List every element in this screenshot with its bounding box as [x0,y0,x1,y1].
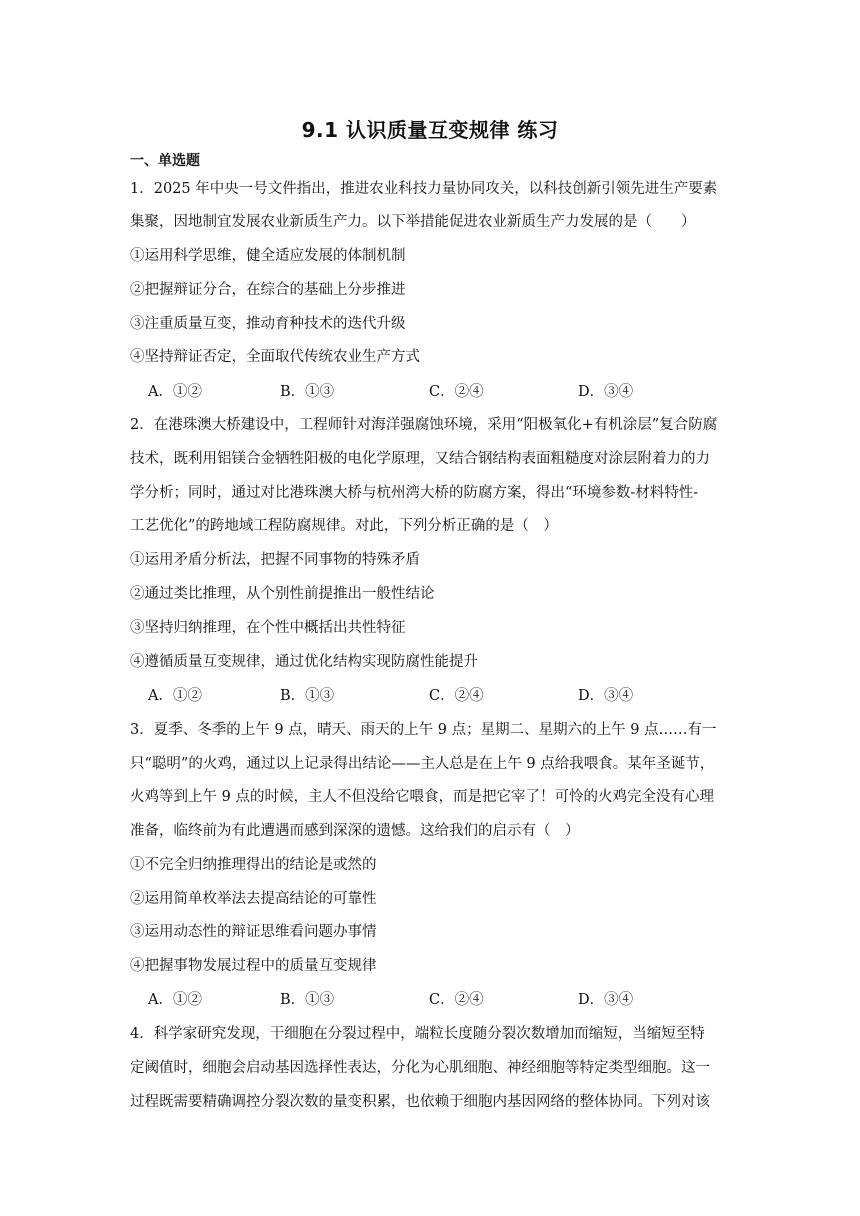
question-4-line-1: 4．科学家研究发现，干细胞在分裂过程中，端粒长度随分裂次数增加而缩短，当缩短至特 [130,1026,705,1042]
question-4-line-3: 过程既需要精确调控分裂次数的量变积累，也依赖于细胞内基因网络的整体协同。下列对该 [130,1094,710,1110]
question-2-option-d: D．③④ [578,688,634,704]
question-2-option-b: B．①③ [280,688,335,704]
question-3-line-2: 只“聪明”的火鸡，通过以上记录得出结论——主人总是在上午 9 点给我喂食。某年圣诞节， [130,756,715,772]
question-2-item-1: ①运用矛盾分析法，把握不同事物的特殊矛盾 [130,552,420,568]
question-3-line-1: 3．夏季、冬季的上午 9 点，晴天、雨天的上午 9 点；星期二、星期六的上午 9 点……有一 [130,722,717,738]
question-3-item-3: ③运用动态性的辩证思维看问题办事情 [130,924,377,940]
question-1-item-4: ④坚持辩证否定，全面取代传统农业生产方式 [130,349,420,365]
question-3-line-4: 准备，临终前为有此遭遇而感到深深的遗憾。这给我们的启示有（ ） [130,823,580,839]
question-1-line-1: 1．2025 年中央一号文件指出，推进农业科技力量协同攻关，以科技创新引领先进生产要素 [130,181,718,197]
question-3-option-d: D．③④ [578,992,634,1008]
question-1-item-3: ③注重质量互变，推动育种技术的迭代升级 [130,316,406,332]
section-heading: 一、单选题 [130,153,200,169]
question-2-line-2: 技术，既利用铝镁合金牺牲阳极的电化学原理，又结合钢结构表面粗糙度对涂层附着力的力 [130,451,710,467]
question-2-option-c: C．②④ [429,688,484,704]
question-2-line-4: 工艺优化”的跨地域工程防腐规律。对此，下列分析正确的是（ ） [130,518,558,534]
question-1-item-1: ①运用科学思维，健全适应发展的体制机制 [130,248,406,264]
question-2-line-3: 学分析；同时，通过对比港珠澳大桥与杭州湾大桥的防腐方案，得出“环境参数-材料特性- [130,485,699,501]
question-3-item-2: ②运用简单枚举法去提高结论的可靠性 [130,891,377,907]
question-3-item-1: ①不完全归纳推理得出的结论是或然的 [130,857,377,873]
question-1-option-c: C．②④ [429,384,484,400]
question-1-item-2: ②把握辩证分合，在综合的基础上分步推进 [130,282,406,298]
question-1-line-2: 集聚，因地制宜发展农业新质生产力。以下举措能促进农业新质生产力发展的是（ ） [130,214,696,230]
question-2-item-4: ④遵循质量互变规律，通过优化结构实现防腐性能提升 [130,654,478,670]
question-1-option-d: D．③④ [578,384,634,400]
question-3-option-a: A．①② [148,992,202,1008]
question-2-option-a: A．①② [148,688,202,704]
question-4-line-2: 定阈值时，细胞会启动基因选择性表达，分化为心肌细胞、神经细胞等特定类型细胞。这一 [130,1060,710,1076]
question-3-option-c: C．②④ [429,992,484,1008]
question-2-item-3: ③坚持归纳推理，在个性中概括出共性特征 [130,620,406,636]
question-3-option-b: B．①③ [280,992,335,1008]
question-3-line-3: 火鸡等到上午 9 点的时候，主人不但没给它喂食，而是把它宰了！可怜的火鸡完全没有心理 [130,789,714,805]
question-1-option-a: A．①② [148,384,202,400]
question-3-item-4: ④把握事物发展过程中的质量互变规律 [130,958,377,974]
page-title: 9.1 认识质量互变规律 练习 [301,118,559,142]
question-2-line-1: 2．在港珠澳大桥建设中，工程师针对海洋强腐蚀环境，采用“阳极氧化+有机涂层”复合防腐 [130,417,718,433]
question-2-item-2: ②通过类比推理，从个别性前提推出一般性结论 [130,586,435,602]
question-1-option-b: B．①③ [280,384,335,400]
